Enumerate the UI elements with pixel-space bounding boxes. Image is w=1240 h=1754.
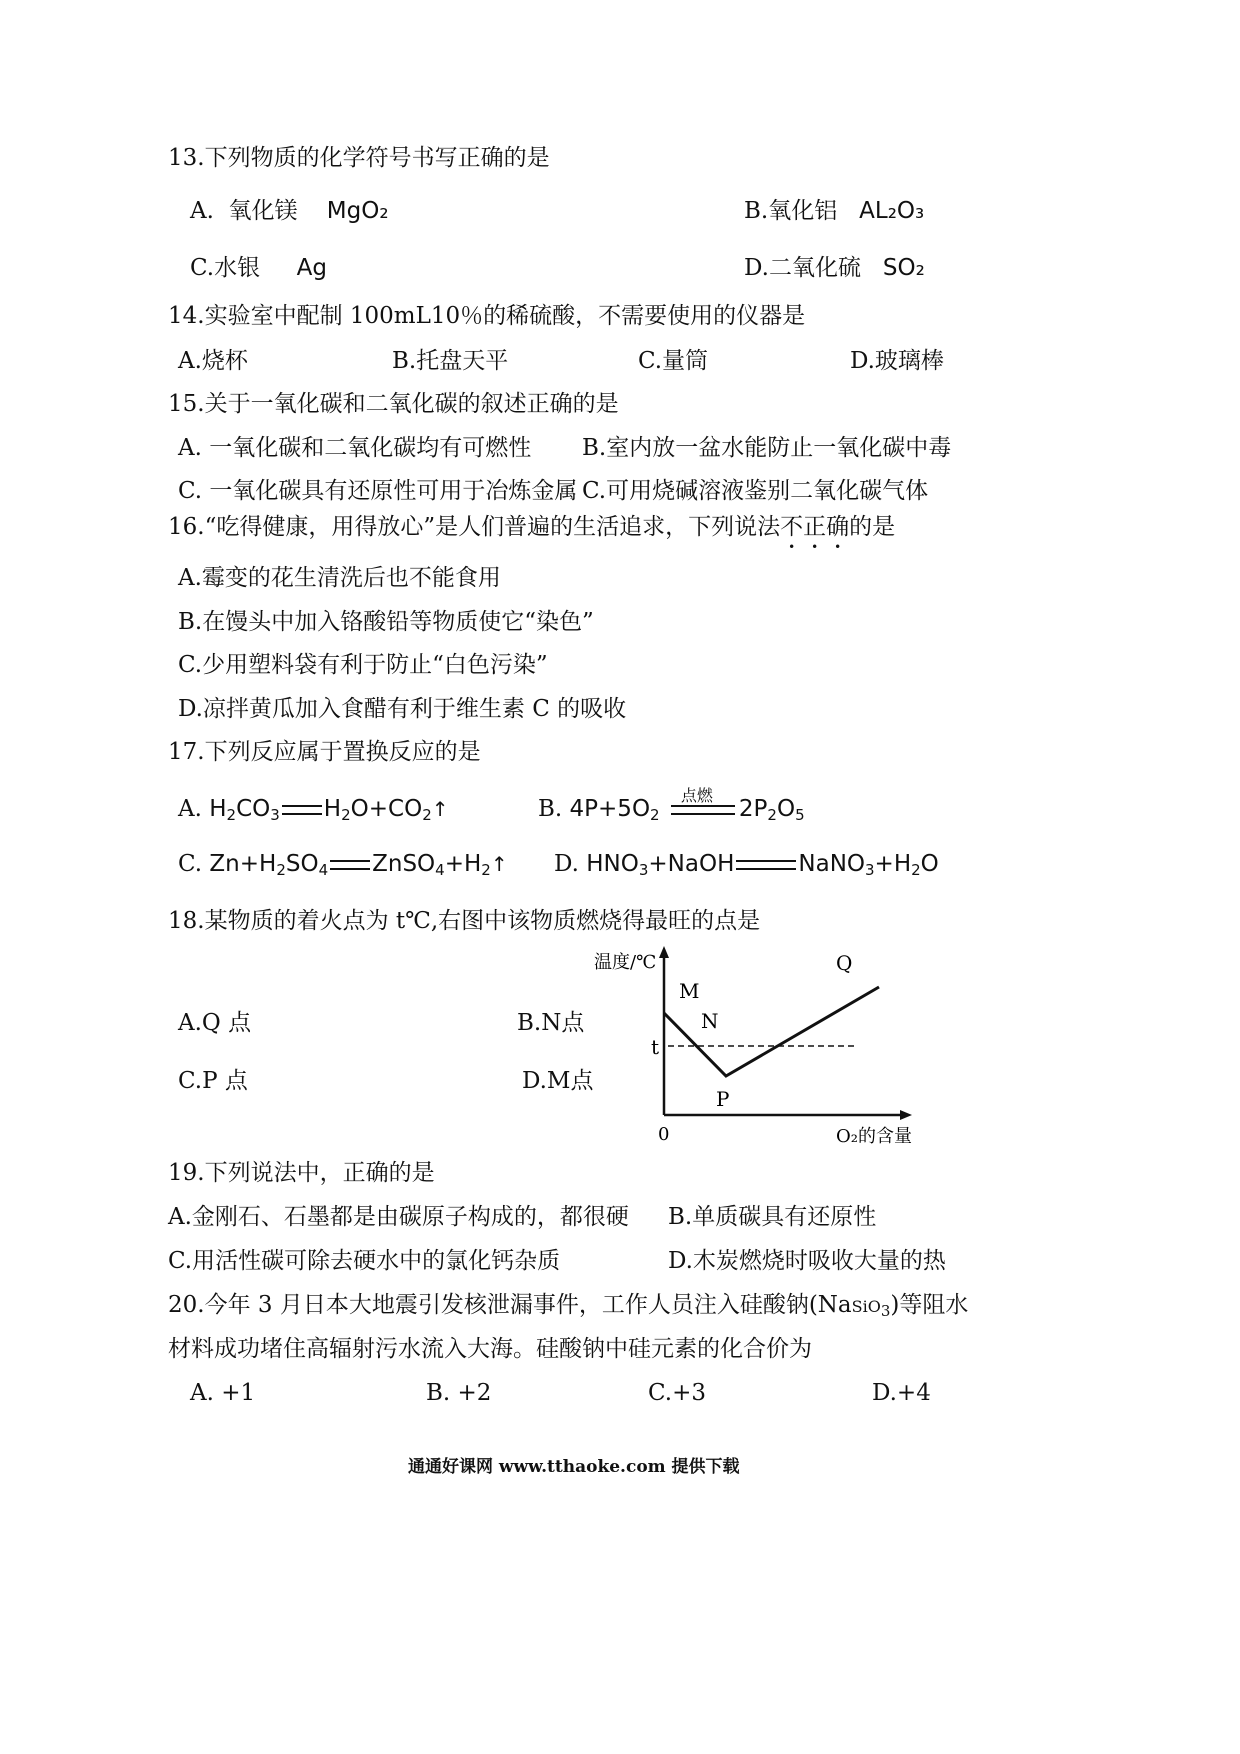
threshold-label: t — [651, 1035, 660, 1059]
x-axis-label: O₂的含量 — [836, 1126, 912, 1147]
q17-condition: 点燃 — [680, 785, 713, 805]
q15-option-a: A. 一氧化碳和二氧化碳均有可燃性 — [178, 435, 532, 461]
q17-option-a: A. $H_2CO_3$ $H_2O+CO_2↑$ — [178, 796, 449, 824]
q15-option-b: B.室内放一盆水能防止一氧化碳中毒 — [582, 435, 952, 461]
q13-option-d: D.二氧化硫 SO₂ — [744, 255, 925, 281]
point-m-label: M — [679, 979, 700, 1003]
q20-option-b: B. +2 — [426, 1380, 492, 1406]
q19-stem: 19.下列说法中，正确的是 — [168, 1160, 435, 1186]
q16-stem: 16.“吃得健康，用得放心”是人们普遍的生活追求，下列说法不正确的是 — [168, 514, 896, 540]
q18-stem: 18.某物质的着火点为 t℃,右图中该物质燃烧得最旺的点是 — [168, 908, 761, 934]
q19-option-c: C.用活性碳可除去硬水中的氯化钙杂质 — [168, 1248, 561, 1274]
origin-label: 0 — [658, 1124, 670, 1145]
q14-stem: 14.实验室中配制 100mL10％的稀硫酸，不需要使用的仪器是 — [168, 303, 806, 329]
x-axis-arrow-icon — [900, 1110, 912, 1120]
q14-option-a: A.烧杯 — [178, 348, 248, 374]
q14-option-c: C.量筒 — [638, 348, 709, 374]
q14-option-b: B.托盘天平 — [392, 348, 509, 374]
q17-option-d: D. $HNO_3+NaOH$ $NaNO_3+H_2O$ — [554, 851, 939, 879]
q16-option-d: D.凉拌黄瓜加入食醋有利于维生素 C 的吸收 — [178, 696, 627, 722]
q18-graph — [580, 940, 940, 1155]
q13-stem: 13.下列物质的化学符号书写正确的是 — [168, 145, 550, 171]
q13-option-a: A. 氧化镁 MgO₂ — [190, 198, 389, 224]
q20-line2: 材料成功堵住高辐射污水流入大海。硅酸钠中硅元素的化合价为 — [168, 1336, 812, 1362]
q16-option-b: B.在馒头中加入铬酸铅等物质使它“染色” — [178, 609, 594, 635]
q16-option-c: C.少用塑料袋有利于防止“白色污染” — [178, 652, 548, 678]
q18-option-d: D.M点 — [522, 1068, 594, 1094]
q15-option-c: C. 一氧化碳具有还原性可用于冶炼金属 — [178, 478, 578, 504]
q17-stem: 17.下列反应属于置换反应的是 — [168, 739, 481, 765]
q17-option-b: B. $4P+5O_2$ 点燃 $2P_2O_5$ — [538, 794, 805, 824]
q15-stem: 15.关于一氧化碳和二氧化碳的叙述正确的是 — [168, 391, 619, 417]
q18-option-b: B.N点 — [517, 1010, 585, 1036]
q14-option-d: D.玻璃棒 — [850, 348, 944, 374]
q20-line1: 20.今年 3 月日本大地震引发核泄漏事件，工作人员注入硅酸钠(NaSiO$_3$)等阻水 — [168, 1292, 969, 1320]
point-q-label: Q — [836, 951, 853, 975]
y-axis-arrow-icon — [659, 946, 669, 958]
q19-option-d: D.木炭燃烧时吸收大量的热 — [668, 1248, 946, 1274]
y-axis-label: 温度/℃ — [594, 952, 657, 973]
q16-emphasis: 不正确 — [780, 514, 850, 540]
q19-option-a: A.金刚石、石墨都是由碳原子构成的，都很硬 — [168, 1204, 629, 1230]
page-footer: 通通好课网 www.tthaoke.com 提供下载 — [408, 1457, 740, 1477]
q13-option-b: B.氧化铝 AL₂O₃ — [744, 198, 925, 224]
point-p-label: P — [716, 1087, 730, 1111]
q20-option-c: C.+3 — [648, 1380, 706, 1406]
point-n-label: N — [701, 1009, 719, 1033]
q17-option-c: C. $Zn+H_2SO_4$ $ZnSO_4+H_2↑$ — [178, 851, 508, 879]
q18-option-a: A.Q 点 — [178, 1010, 252, 1036]
q15-option-d: C.可用烧碱溶液鉴别二氧化碳气体 — [582, 478, 929, 504]
q16-option-a: A.霉变的花生清洗后也不能食用 — [178, 565, 501, 591]
q18-option-c: C.P 点 — [178, 1068, 248, 1094]
q20-option-d: D.+4 — [872, 1380, 931, 1406]
q20-option-a: A. +1 — [190, 1380, 256, 1406]
q13-option-c: C.水银 Ag — [190, 255, 327, 281]
q19-option-b: B.单质碳具有还原性 — [668, 1204, 877, 1230]
